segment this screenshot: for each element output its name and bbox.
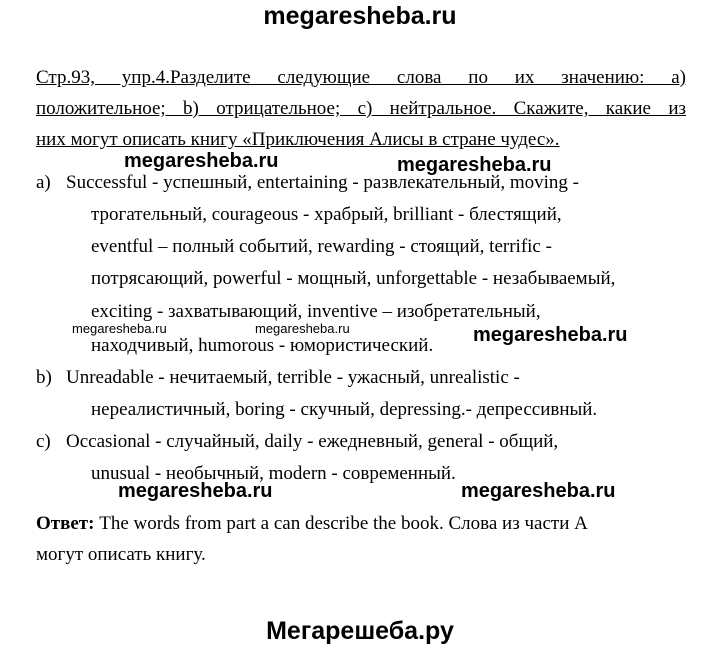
section-b-line: нереалистичный, boring - скучный, depressing.- депрессивный. — [91, 399, 598, 420]
section-a-line: потрясающий, powerful - мощный, unforgettable - незабываемый, — [91, 268, 616, 289]
answer-line — [36, 508, 688, 539]
section-a-line: трогательный, courageous - храбрый, brilliant - блестящий, — [91, 204, 562, 225]
section-a-line: находчивый, humorous - юмористический. — [91, 335, 434, 356]
section-a-line — [36, 172, 688, 194]
site-footer: Мегарешеба.ру — [266, 617, 454, 645]
answer-line: могут описать книгу. — [36, 544, 206, 565]
section-a-text: Successful - успешный, entertaining - развлекательный, moving - — [66, 172, 579, 193]
task-statement — [36, 62, 686, 155]
watermark: megaresheba.ru — [461, 480, 616, 502]
section-b-line — [36, 367, 688, 389]
site-header: megaresheba.ru — [263, 2, 457, 30]
watermark: megaresheba.ru — [473, 324, 628, 346]
answer-text: The words from part a can describe the book. Слова из части А — [94, 513, 588, 534]
section-b-marker: b) — [36, 367, 52, 388]
section-c-text: Occasional - случайный, daily - ежедневный, general - общий, — [66, 431, 559, 452]
section-c-line — [36, 431, 688, 453]
watermark: megaresheba.ru — [118, 480, 273, 502]
section-b-text: Unreadable - нечитаемый, terrible - ужасный, unrealistic - — [66, 367, 520, 388]
answer-label: Ответ: — [36, 513, 95, 534]
section-a-line: exciting - захватывающий, inventive – изобретательный, — [91, 301, 541, 322]
watermark: megaresheba.ru — [255, 321, 350, 336]
answer-block — [36, 508, 688, 570]
watermark: megaresheba.ru — [72, 321, 167, 336]
section-a-line: eventful – полный событий, rewarding - стоящий, terrific - — [91, 236, 552, 257]
section-c-marker: c) — [36, 431, 51, 452]
watermark: megaresheba.ru — [124, 150, 279, 172]
task-line: них могут описать книгу «Приключения Алисы в стране чудес». — [36, 129, 560, 150]
task-line: Стр.93, упр.4.Разделите следующие слова по их значению: а) — [36, 67, 686, 88]
section-c-line: unusual - необычный, modern - современный. — [91, 463, 456, 484]
task-line: положительное; b) отрицательное; с) нейтральное. Скажите, какие из — [36, 98, 686, 119]
watermark: megaresheba.ru — [397, 154, 552, 176]
section-a-marker: a) — [36, 172, 51, 193]
